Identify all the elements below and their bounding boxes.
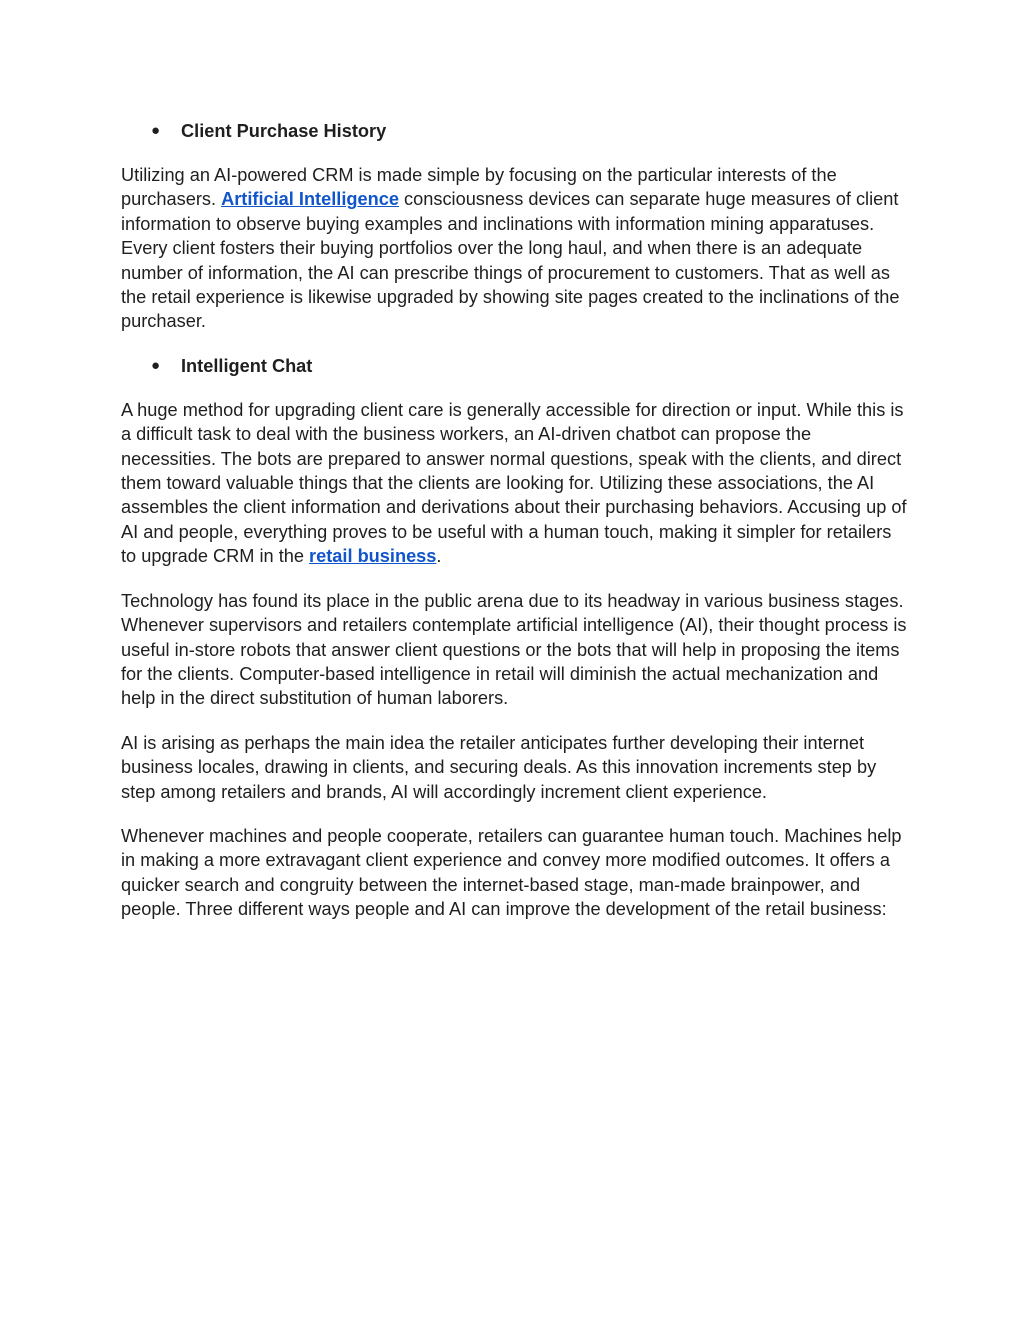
bullet-intelligent-chat xyxy=(121,354,911,378)
bullet-heading: Intelligent Chat xyxy=(181,355,313,376)
paragraph-chat xyxy=(121,398,911,569)
link-retail-business[interactable]: retail business xyxy=(309,546,437,567)
document-page xyxy=(121,117,911,942)
paragraph-text: Utilizing an AI-powered CRM is made simple by focusing on the particular interests of the purchasers. xyxy=(121,165,837,210)
paragraph-technology: Technology has found its place in the public arena due to its headway in various business stages. Whenever supervisors and retailers contemplate artificial intelligence (AI), their thought process is useful in-store robots that answer client questions or the bots that will help in proposing the items for the clients. Computer-based intelligence in retail will diminish the actual mechanization and help in the direct substitution of human laborers. xyxy=(121,590,907,709)
bullet-client-purchase-history xyxy=(121,119,911,143)
bullet-heading: Client Purchase History xyxy=(181,121,387,141)
paragraph-machines-people: Whenever machines and people cooperate, retailers can guarantee human touch. Machines help in making a more extravagant client experience and convey more modified outcomes. It offers a quicker search and congruity between the internet-based stage, man-made brainpower, and people. Three different ways people and AI can improve the development of the retail business: xyxy=(121,825,902,920)
paragraph-ai-arising: AI is arising as perhaps the main idea the retailer anticipates further developing their internet business locales, drawing in clients, and securing deals. As this innovation increments step by step among retailers and brands, AI will accordingly increment client experience. xyxy=(121,732,877,802)
paragraph-text: consciousness devices can separate huge measures of client information to observe buying examples and inclinations with information mining apparatuses. Every client fosters their buying portfolios over the long haul, and when there is an adequate number of information, the AI can prescribe things of procurement to customers. That as well as the retail experience is likewise upgraded by showing site pages created to the inclinations of the purchaser. xyxy=(121,189,900,332)
bullet-marker: ● xyxy=(151,122,161,139)
paragraph-text: . xyxy=(436,546,442,567)
paragraph-crm xyxy=(121,163,911,334)
paragraph-text: A huge method for upgrading client care is generally accessible for direction or input. While this is a difficult task to deal with the business workers, an AI-driven chatbot can propose the necessities. The bots are prepared to answer normal questions, speak with the clients, and direct them toward valuable things that the clients are looking for. Utilizing these associations, the AI assembles the client information and derivations about their purchasing behaviors. Accusing up of AI and people, everything proves to be useful with a human touch, making it simpler for retailers to upgrade CRM in the xyxy=(121,399,907,567)
link-artificial-intelligence[interactable]: Artificial Intelligence xyxy=(221,189,399,210)
bullet-marker: ● xyxy=(151,356,161,374)
